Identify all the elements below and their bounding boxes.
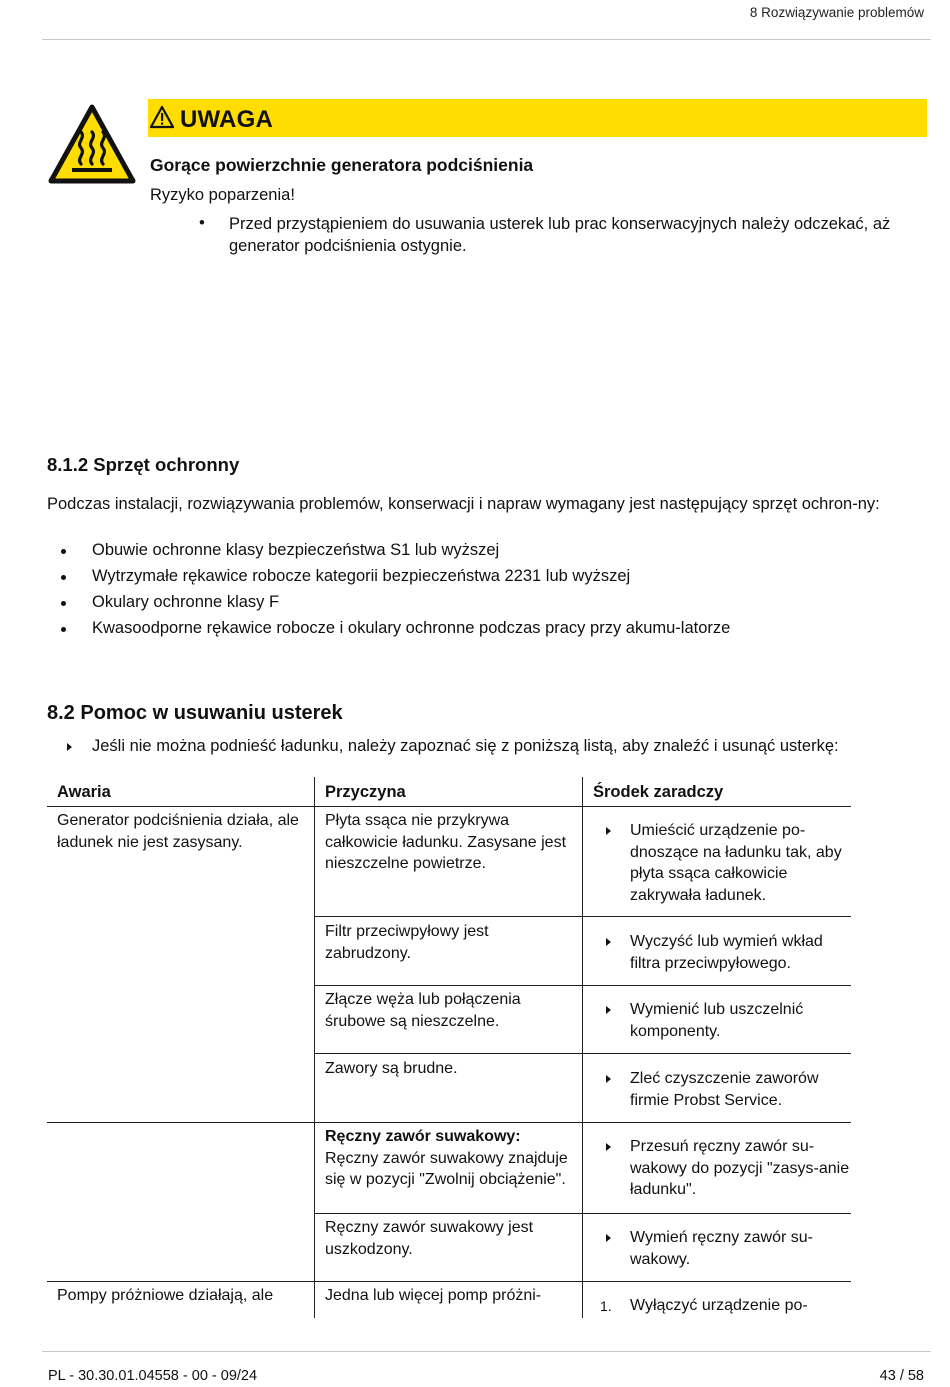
page-header-title: 8 Rozwiązywanie problemów bbox=[749, 5, 924, 20]
protective-intro: Podczas instalacji, rozwiązywania problemów, konserwacji i napraw wymagany jest następujący sprzęt ochron-ny: bbox=[47, 495, 880, 513]
arrow-right-icon bbox=[606, 1006, 611, 1014]
header-rule bbox=[42, 39, 931, 40]
cause-title: Ręczny zawór suwakowy: bbox=[325, 1128, 521, 1145]
protective-equipment-list bbox=[55, 540, 775, 644]
remedy-text: Wymień ręczny zawór su-wakowy. bbox=[630, 1229, 814, 1268]
table-cell-cause bbox=[325, 1126, 575, 1191]
bullet-dot bbox=[61, 575, 66, 580]
remedy-text: Wyłączyć urządzenie po- bbox=[630, 1297, 808, 1314]
row-rule bbox=[47, 1281, 851, 1282]
hot-surface-warning-icon bbox=[48, 104, 136, 184]
arrow-right-icon bbox=[606, 938, 611, 946]
footer-rule bbox=[42, 1351, 931, 1352]
arrow-right-icon bbox=[606, 827, 611, 835]
section-heading-troubleshooting: 8.2 Pomoc w usuwaniu usterek bbox=[47, 702, 343, 724]
table-cell-fault: Pompy próżniowe działają, ale bbox=[57, 1287, 274, 1304]
list-item-text: Kwasoodporne rękawice robocze i okulary ochronne podczas pracy przy akumu-latorze bbox=[92, 619, 731, 637]
warning-bullet-dot: • bbox=[199, 214, 205, 232]
list-item bbox=[55, 566, 775, 588]
bullet-dot bbox=[61, 549, 66, 554]
warning-risk: Ryzyko poparzenia! bbox=[150, 186, 295, 204]
remedy-text: Zleć czyszczenie zaworów firmie Probst Service. bbox=[630, 1070, 819, 1109]
list-item bbox=[55, 540, 775, 562]
list-item-text: Wytrzymałe rękawice robocze kategorii bezpieczeństwa 2231 lub wyższej bbox=[92, 567, 631, 585]
table-cell-cause: Płyta ssąca nie przykrywa całkowicie ładunku. Zasysane jest nieszczelne powietrze. bbox=[325, 812, 567, 872]
instruction-step-text: Jeśli nie można podnieść ładunku, należy zapoznać się z poniższą listą, aby znaleźć i usunąć usterkę: bbox=[92, 737, 839, 755]
table-cell-cause: Filtr przeciwpyłowy jest zabrudzony. bbox=[325, 923, 489, 962]
arrow-right-icon bbox=[606, 1234, 611, 1242]
table-cell-cause: Ręczny zawór suwakowy jest uszkodzony. bbox=[325, 1219, 534, 1258]
row-rule bbox=[315, 1053, 851, 1054]
column-header-fault: Awaria bbox=[57, 783, 111, 801]
section-heading-protective-equipment: 8.1.2 Sprzęt ochronny bbox=[47, 454, 240, 475]
list-item-text: Okulary ochronne klasy F bbox=[92, 593, 280, 611]
list-item bbox=[55, 618, 775, 640]
remedy-text: Wyczyść lub wymień wkład filtra przeciwpyłowego. bbox=[630, 933, 823, 972]
table-cell-cause: Jedna lub więcej pomp próżni- bbox=[325, 1287, 542, 1304]
row-rule bbox=[47, 1122, 851, 1123]
list-item-text: Obuwie ochronne klasy bezpieczeństwa S1 lub wyższej bbox=[92, 541, 500, 559]
row-rule bbox=[315, 916, 851, 917]
table-cell-fault: Generator podciśnienia działa, ale ładunek nie jest zasysany. bbox=[57, 812, 299, 851]
bullet-dot bbox=[61, 627, 66, 632]
warning-heading: Gorące powierzchnie generatora podciśnienia bbox=[150, 155, 534, 175]
step-number: 1. bbox=[600, 1298, 612, 1314]
remedy-text: Wymienić lub uszczelnić komponenty. bbox=[630, 1001, 804, 1040]
footer-page-number: 43 / 58 bbox=[879, 1368, 924, 1384]
remedy-text: Umieścić urządzenie po-dnoszące na ładunku tak, aby płyta ssąca całkowicie zakrywała ładunek. bbox=[630, 822, 842, 904]
column-header-cause: Przyczyna bbox=[325, 783, 406, 801]
warning-bullet-text: Przed przystąpieniem do usuwania usterek lub prac konserwacyjnych należy odczekać, aż generator podciśnienia ostygnie. bbox=[229, 215, 891, 255]
column-divider bbox=[314, 777, 315, 1318]
table-cell-cause: Złącze węża lub połączenia śrubowe są nieszczelne. bbox=[325, 991, 521, 1030]
column-divider bbox=[582, 777, 583, 1318]
row-rule bbox=[315, 1213, 851, 1214]
cause-text: Ręczny zawór suwakowy znajduje się w pozycji "Zwolnij obciążenie". bbox=[325, 1149, 568, 1188]
footer-document-number: PL - 30.30.01.04558 - 00 - 09/24 bbox=[48, 1368, 258, 1384]
remedy-text: Przesuń ręczny zawór su-wakowy do pozycji "zasys-anie ładunku". bbox=[630, 1138, 850, 1198]
row-rule bbox=[315, 985, 851, 986]
warning-label: UWAGA bbox=[180, 106, 273, 133]
list-item bbox=[55, 592, 775, 614]
warning-banner bbox=[148, 99, 927, 137]
bullet-dot bbox=[61, 601, 66, 606]
arrow-right-icon bbox=[606, 1075, 611, 1083]
header-row-rule bbox=[47, 806, 851, 807]
table-cell-cause: Zawory są brudne. bbox=[325, 1060, 458, 1077]
warning-triangle-icon bbox=[149, 105, 175, 129]
arrow-right-icon bbox=[67, 743, 72, 751]
column-header-remedy: Środek zaradczy bbox=[593, 783, 724, 801]
arrow-right-icon bbox=[606, 1143, 611, 1151]
